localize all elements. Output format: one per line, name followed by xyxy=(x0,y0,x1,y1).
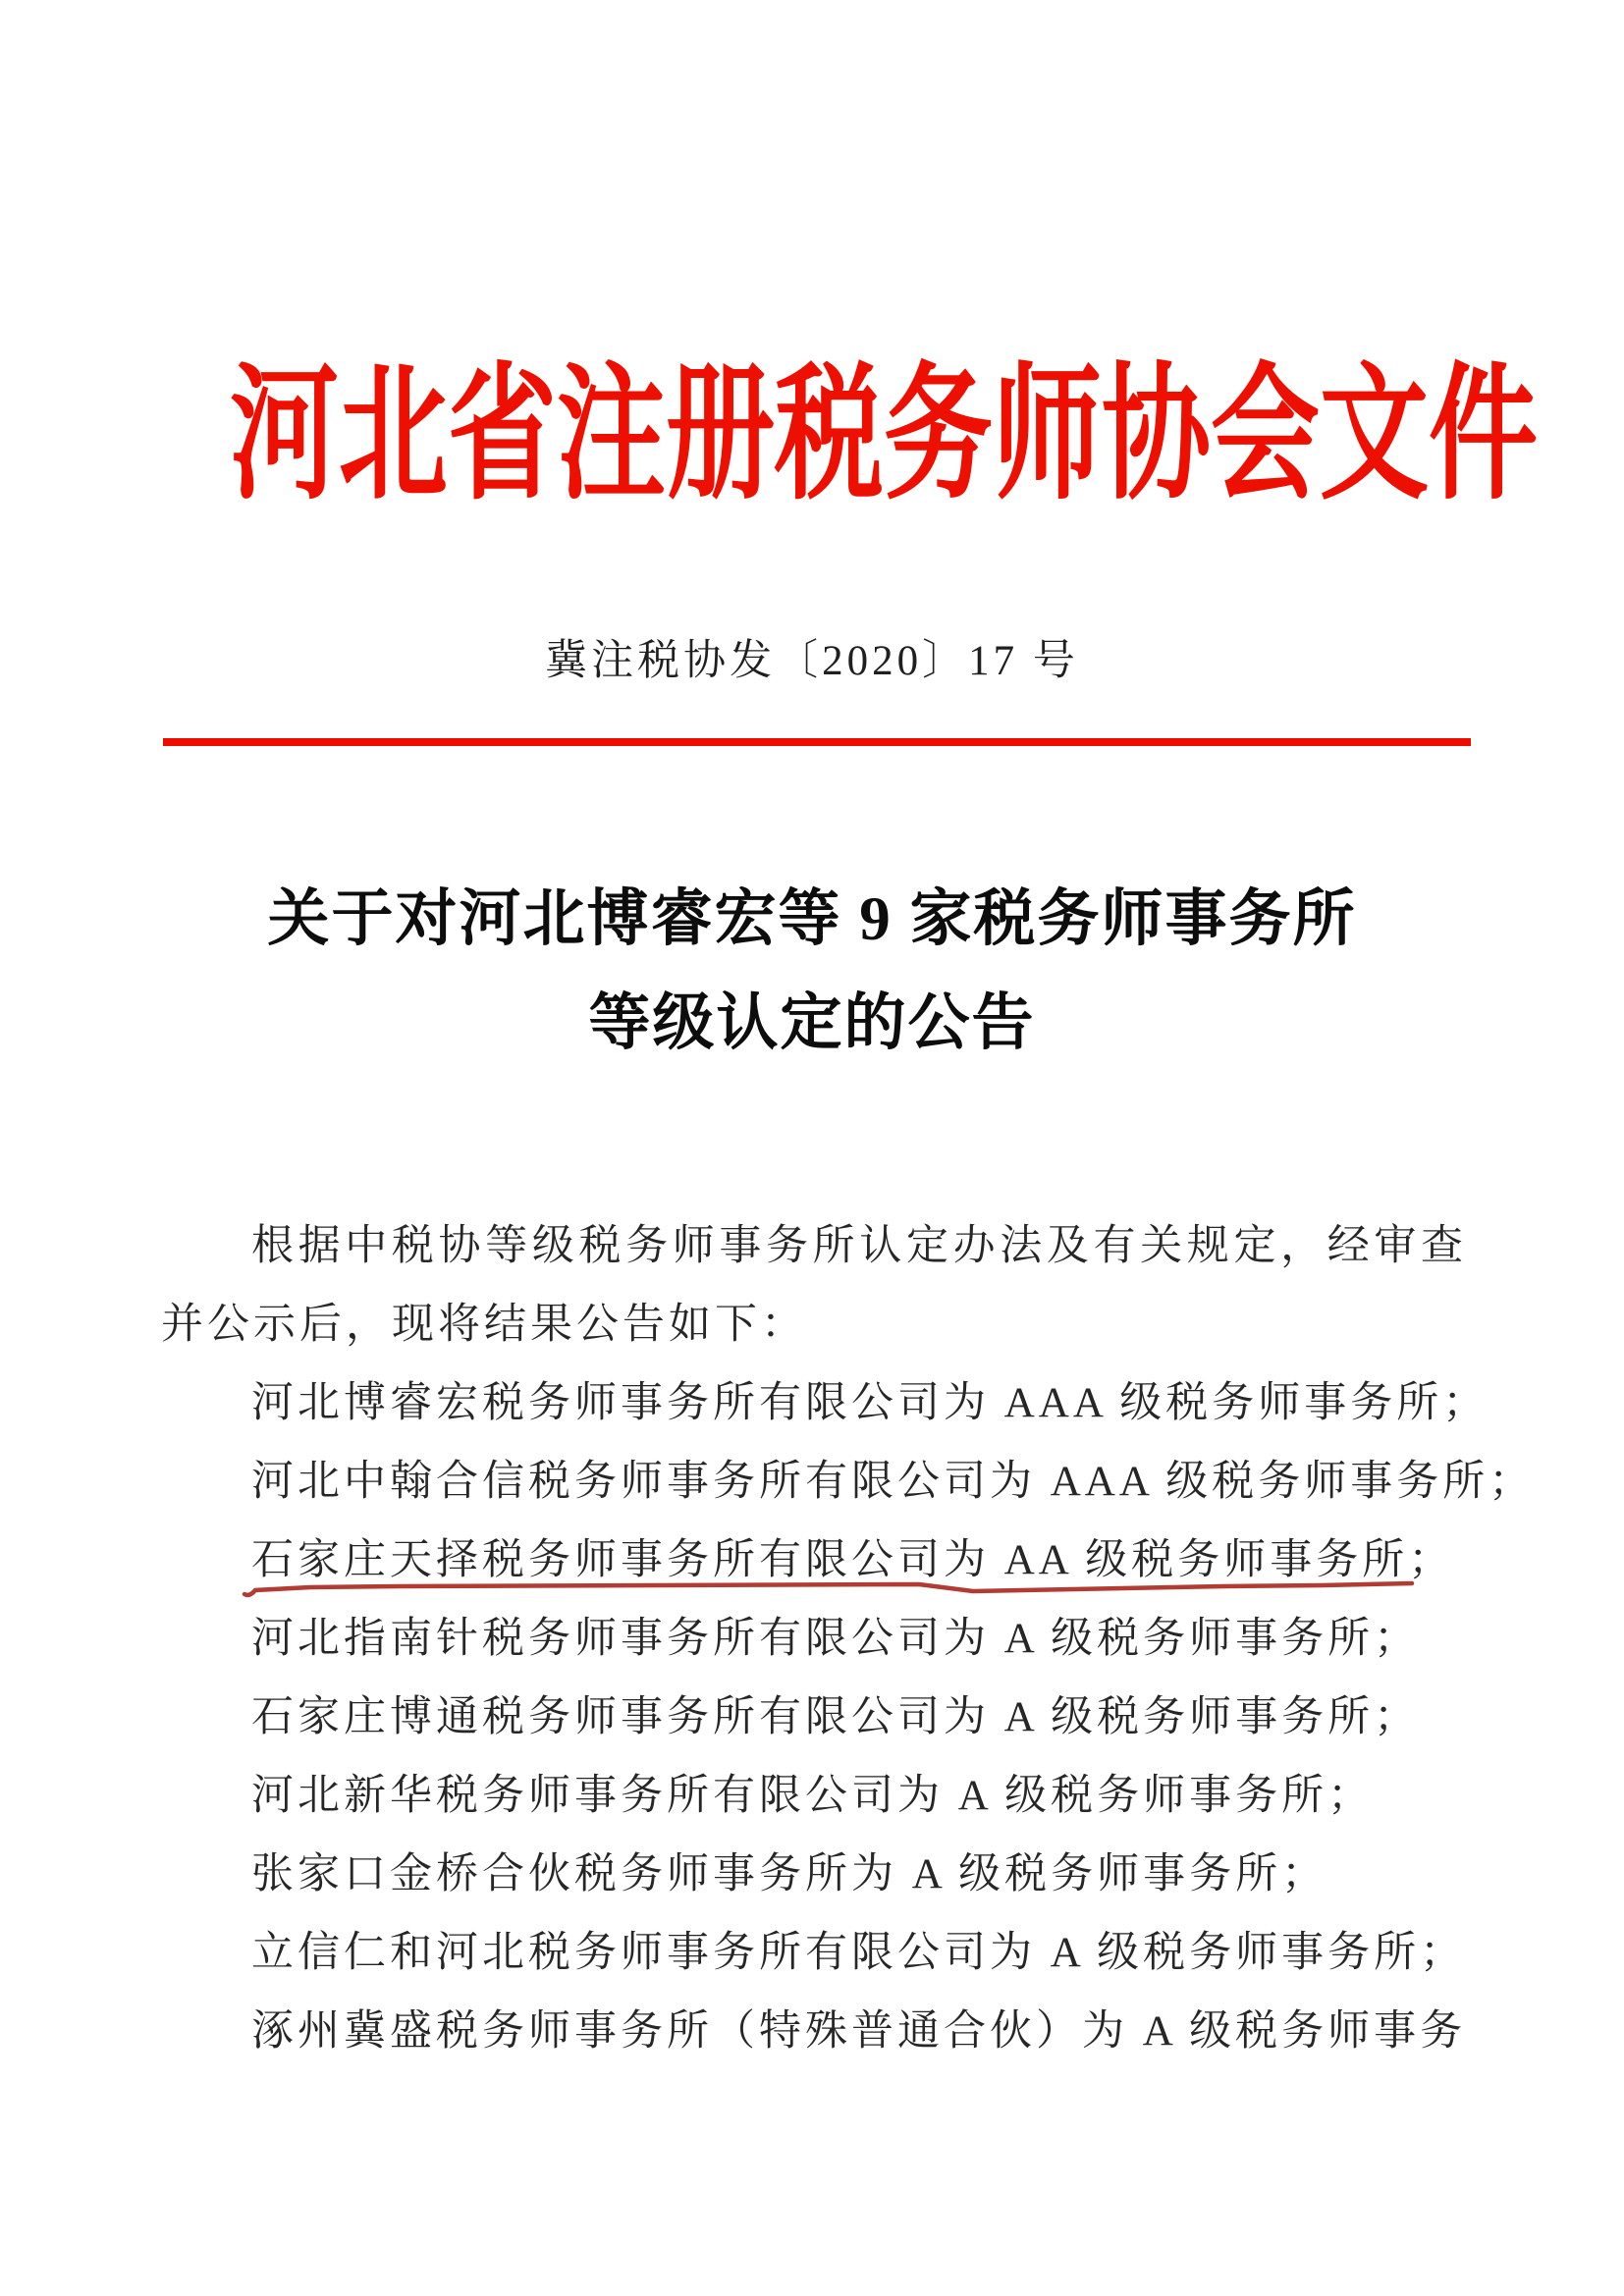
list-item: 河北指南针税务师事务所有限公司为 A 级税务师事务所； xyxy=(251,1616,1421,1662)
red-divider-rule xyxy=(163,738,1471,746)
doc-title-line1: 关于对河北博睿宏等 9 家税务师事务所 xyxy=(267,884,1357,953)
list-item: 河北新华税务师事务所有限公司为 A 级税务师事务所； xyxy=(251,1773,1375,1819)
doc-title-line2: 等级认定的公告 xyxy=(588,988,1036,1057)
letterhead xyxy=(0,354,1624,517)
list-item-underlined xyxy=(161,1522,1467,1600)
list-item: 河北博睿宏税务师事务所有限公司为 AAA 级税务师事务所； xyxy=(251,1380,1489,1426)
list-item: 涿州冀盛税务师事务所（特殊普通合伙）为 A 级税务师事务 xyxy=(251,2008,1467,2055)
list-item-text: 石家庄天择税务师事务所有限公司为 AA 级税务师事务所； xyxy=(251,1537,1455,1583)
list-item: 张家口金桥合伙税务师事务所为 A 级税务师事务所； xyxy=(251,1851,1328,1897)
intro-paragraph: 根据中税协等级税务师事务所认定办法及有关规定，经审查并公示后，现将结果公告如下： xyxy=(161,1223,1467,1348)
doc-body xyxy=(161,1207,1536,2071)
letterhead-org-title: 河北省注册税务师协会文件 xyxy=(230,354,1539,517)
list-item: 石家庄博通税务师事务所有限公司为 A 级税务师事务所； xyxy=(251,1694,1421,1740)
doc-reference-number: 冀注税协发〔2020〕17 号 xyxy=(545,638,1079,684)
doc-title xyxy=(0,886,1624,1055)
list-item: 河北中翰合信税务师事务所有限公司为 AAA 级税务师事务所； xyxy=(251,1459,1536,1505)
list-item: 立信仁和河北税务师事务所有限公司为 A 级税务师事务所； xyxy=(251,1930,1467,1976)
